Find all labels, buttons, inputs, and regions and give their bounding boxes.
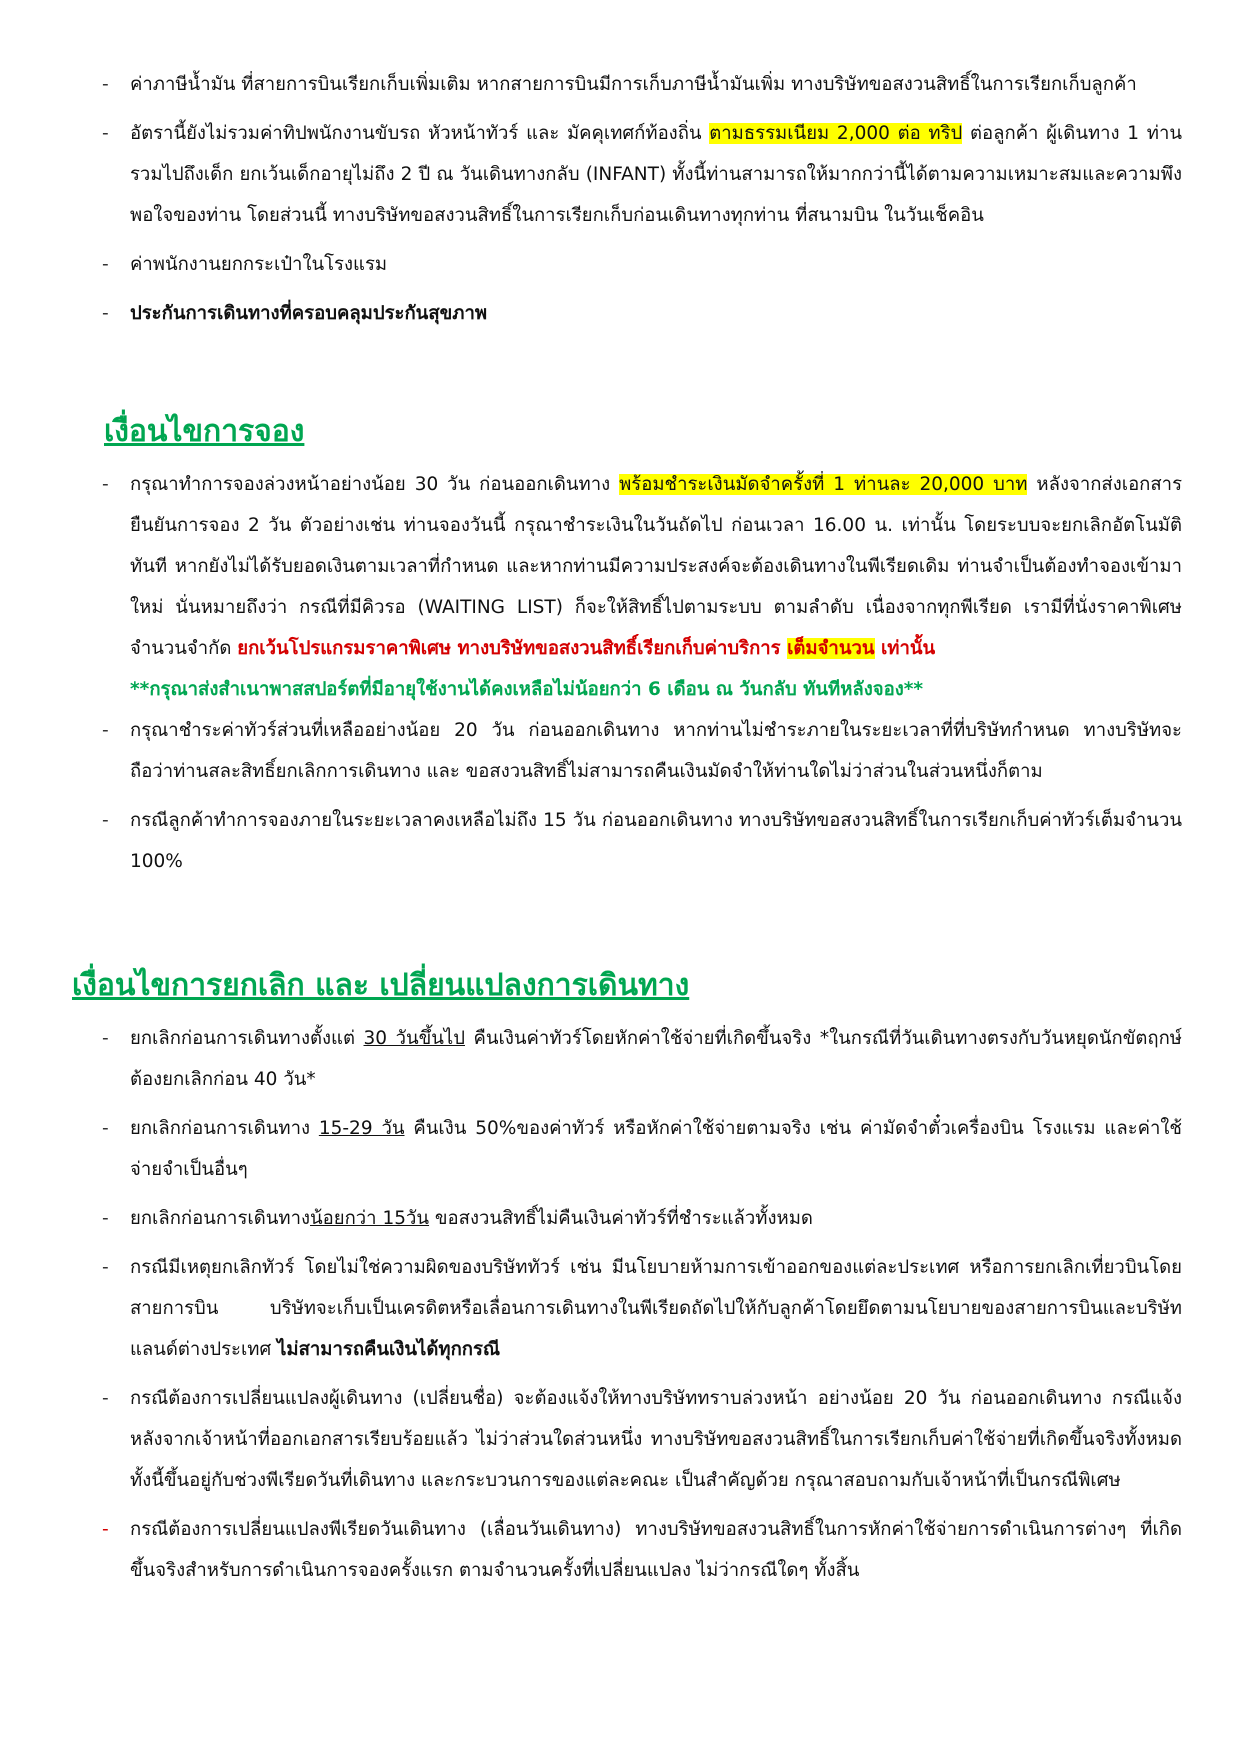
excluded-fuel-surcharge: ค่าภาษีน้ำมัน ที่สายการบินเรียกเก็บเพิ่มเติม หากสายการบินมีการเก็บภาษีน้ำมันเพิ่ม ทางบริษัทขอสงวนสิทธิ์ในการเรียกเก็บลูกค้า xyxy=(130,74,1137,95)
list-item xyxy=(102,464,1182,669)
cancel-15-29-days xyxy=(130,1108,1182,1190)
booking-balance-payment: กรุณาชำระค่าทัวร์ส่วนที่เหลืออย่างน้อย 20 วัน ก่อนออกเดินทาง หากท่านไม่ชำระภายในระยะเวลาที่ที่บริษัทกำหนด ทางบริษัทจะถือว่าท่านสละสิทธิ์ยกเลิกการเดินทาง และ ขอสงวนสิทธิ์ไม่สามารถคืนเงินมัดจำให้ท่านใดไม่ว่าส่วนในส่วนหนึ่งก็ตาม xyxy=(130,720,1182,782)
list-dash: - xyxy=(102,1028,109,1049)
special-price-note: ยกเว้นโปรแกรมราคาพิเศษ ทางบริษัทขอสงวนสิทธิ์เรียกเก็บค่าบริการ xyxy=(237,638,788,659)
cancel-30-text-a: ยกเลิกก่อนการเดินทางตั้งแต่ xyxy=(130,1028,364,1049)
list-dash: - xyxy=(102,254,109,275)
special-price-note-end: เท่านั้น xyxy=(874,638,936,659)
list-item xyxy=(102,113,1182,236)
cancel-30-days xyxy=(130,1018,1182,1100)
list-item xyxy=(102,1198,1182,1239)
list-item xyxy=(102,800,1182,882)
cancel-15-29-text-b: คืนเงิน 50%ของค่าทัวร์ หรือหักค่าใช้จ่ายตามจริง เช่น ค่ามัดจำตั๋วเครื่องบิน โรงแรม และค่าใช้จ่ายจำเป็นอื่นๆ xyxy=(130,1118,1182,1180)
list-dash: - xyxy=(102,474,109,495)
list-item xyxy=(102,1108,1182,1190)
list-item xyxy=(102,1018,1182,1100)
list-item xyxy=(102,1509,1182,1591)
list-item xyxy=(102,1247,1182,1370)
cancel-force-majeure xyxy=(130,1247,1182,1370)
list-item xyxy=(102,64,1182,105)
list-dash: - xyxy=(102,810,109,831)
list-item xyxy=(102,293,1182,334)
cancel-30-underline: 30 วันขึ้นไป xyxy=(363,1028,465,1049)
cancel-15-29-text-a: ยกเลิกก่อนการเดินทาง xyxy=(130,1118,319,1139)
list-dash: - xyxy=(102,303,109,324)
tips-text-a: อัตรานี้ยังไม่รวมค่าทิปพนักงานขับรถ หัวหน้าทัวร์ และ มัคคุเทศก์ท้องถิ่น xyxy=(130,123,710,144)
list-item xyxy=(102,710,1182,792)
list-dash: - xyxy=(102,74,109,95)
booking-deposit-text xyxy=(130,464,1182,669)
list-dash: - xyxy=(102,1118,109,1139)
tips-highlight: ตามธรรมเนียม 2,000 ต่อ ทริป xyxy=(709,123,963,144)
force-majeure-text: กรณีมีเหตุยกเลิกทัวร์ โดยไม่ใช่ความผิดของบริษัททัวร์ เช่น มีนโยบายห้ามการเข้าออกของแต่ละประเทศ หรือการยกเลิกเที่ยวบินโดยสายการบิน บริษัทจะเก็บเป็นเครดิตหรือเลื่อนการเดินทางในพีเรียดถัดไปให้กับลูกค้าโดยยึดตามนโยบายของสายการบินและบริษัทแลนด์ต่างประเทศ xyxy=(130,1257,1182,1360)
excluded-porter: ค่าพนักงานยกกระเป๋าในโรงแรม xyxy=(130,254,388,275)
deposit-text-b: หลังจากส่งเอกสารยืนยันการจอง 2 วัน ตัวอย่างเช่น ท่านจองวันนี้ กรุณาชำระเงินในวันถัดไป ก่อนเวลา 16.00 น. เท่านั้น โดยระบบจะยกเลิกอัตโนมัติทันที หากยังไม่ได้รับยอดเงินตามเวลาที่กำหนด และหากท่านมีความประสงค์จะต้องเดินทางในพีเรียดเดิม ท่านจำเป็นต้องทำจองเข้ามาใหม่ นั่นหมายถึงว่า กรณีที่มีคิวรอ (WAITING LIST) ก็จะให้สิทธิ์ไปตามระบบ ตามลำดับ เนื่องจากทุกพีเรียด เรามีที่นั่งราคาพิเศษจำนวนจำกัด xyxy=(130,474,1183,659)
cancel-under-15-underline: น้อยกว่า 15วัน xyxy=(310,1208,430,1229)
cancel-under-15-text-a: ยกเลิกก่อนการเดินทาง xyxy=(130,1208,310,1229)
full-amount-highlight: เต็มจำนวน xyxy=(787,638,875,659)
list-dash: - xyxy=(102,1519,109,1540)
cancellation-conditions-list xyxy=(102,1018,1182,1591)
deposit-highlight: พร้อมชำระเงินมัดจำครั้งที่ 1 ท่านละ 20,000 บาท xyxy=(619,474,1028,495)
list-item xyxy=(102,1378,1182,1501)
cancel-30-text-b: คืนเงินค่าทัวร์โดยหักค่าใช้จ่ายที่เกิดขึ้นจริง *ในกรณีที่วันเดินทางตรงกับวันหยุดนักขัตฤกษ์ ต้องยกเลิกก่อน 40 วัน* xyxy=(130,1028,1182,1090)
list-dash: - xyxy=(102,123,109,144)
list-dash: - xyxy=(102,1208,109,1229)
deposit-text-a: กรุณาทำการจองล่วงหน้าอย่างน้อย 30 วัน ก่อนออกเดินทาง xyxy=(130,474,620,495)
list-dash: - xyxy=(102,720,109,741)
booking-conditions-heading: เงื่อนไขการจอง xyxy=(104,414,305,449)
cancel-15-29-underline: 15-29 วัน xyxy=(318,1118,405,1139)
no-refund-bold: ไม่สามารถคืนเงินได้ทุกกรณี xyxy=(277,1339,501,1360)
tips-text-b: ต่อลูกค้า ผู้เดินทาง 1 ท่าน รวมไปถึงเด็ก ยกเว้นเด็กอายุไม่ถึง 2 ปี ณ วันเดินทางกลับ (INFANT) ทั้งนี้ท่านสามารถให้มากกว่านี้ได้ตามความเหมาะสมและความพึงพอใจของท่าน โดยส่วนนี้ ทางบริษัทขอสงวนสิทธิ์ในการเรียกเก็บก่อนเดินทางทุกท่าน ที่สนามบิน ในวันเช็คอิน xyxy=(130,123,1182,226)
booking-late-full-payment: กรณีลูกค้าทำการจองภายในระยะเวลาคงเหลือไม่ถึง 15 วัน ก่อนออกเดินทาง ทางบริษัทขอสงวนสิทธิ์ในการเรียกเก็บค่าทัวร์เต็มจำนวน 100% xyxy=(130,810,1182,872)
excluded-insurance: ประกันการเดินทางที่ครอบคลุมประกันสุขภาพ xyxy=(130,303,488,324)
list-dash: - xyxy=(102,1257,109,1278)
change-travel-period: กรณีต้องการเปลี่ยนแปลงพีเรียดวันเดินทาง (เลื่อนวันเดินทาง) ทางบริษัทขอสงวนสิทธิ์ในการหักค่าใช้จ่ายการดำเนินการต่างๆ ที่เกิดขึ้นจริงสำหรับการดำเนินการจองครั้งแรก ตามจำนวนครั้งที่เปลี่ยนแปลง ไม่ว่ากรณีใดๆ ทั้งสิ้น xyxy=(130,1519,1182,1581)
cancel-under-15-text-b: ขอสงวนสิทธิ์ไม่คืนเงินค่าทัวร์ที่ชำระแล้วทั้งหมด xyxy=(429,1208,813,1229)
change-traveler-name: กรณีต้องการเปลี่ยนแปลงผู้เดินทาง (เปลี่ยนชื่อ) จะต้องแจ้งให้ทางบริษัททราบล่วงหน้า อย่างน้อย 20 วัน ก่อนออกเดินทาง กรณีแจ้งหลังจากเจ้าหน้าที่ออกเอกสารเรียบร้อยแล้ว ไม่ว่าส่วนใดส่วนหนึ่ง ทางบริษัทขอสงวนสิทธิ์ในการเรียกเก็บค่าใช้จ่ายที่เกิดขึ้นจริงทั้งหมด ทั้งนี้ขึ้นอยู่กับช่วงพีเรียดวันที่เดินทาง และกระบวนการของแต่ละคณะ เป็นสำคัญด้วย กรุณาสอบถามกับเจ้าหน้าที่เป็นกรณีพิเศษ xyxy=(130,1388,1182,1491)
cancellation-conditions-heading: เงื่อนไขการยกเลิก และ เปลี่ยนแปลงการเดินทาง xyxy=(72,968,690,1003)
excluded-items-list xyxy=(102,64,1182,334)
list-item xyxy=(102,244,1182,285)
passport-note: **กรุณาส่งสำเนาพาสสปอร์ตที่มีอายุใช้งานได้คงเหลือไม่น้อยกว่า 6 เดือน ณ วันกลับ ทันทีหลังจอง** xyxy=(130,679,924,700)
cancel-under-15-days xyxy=(130,1198,1182,1239)
excluded-tips xyxy=(130,113,1182,236)
booking-conditions-list xyxy=(102,464,1182,882)
list-dash: - xyxy=(102,1388,109,1409)
